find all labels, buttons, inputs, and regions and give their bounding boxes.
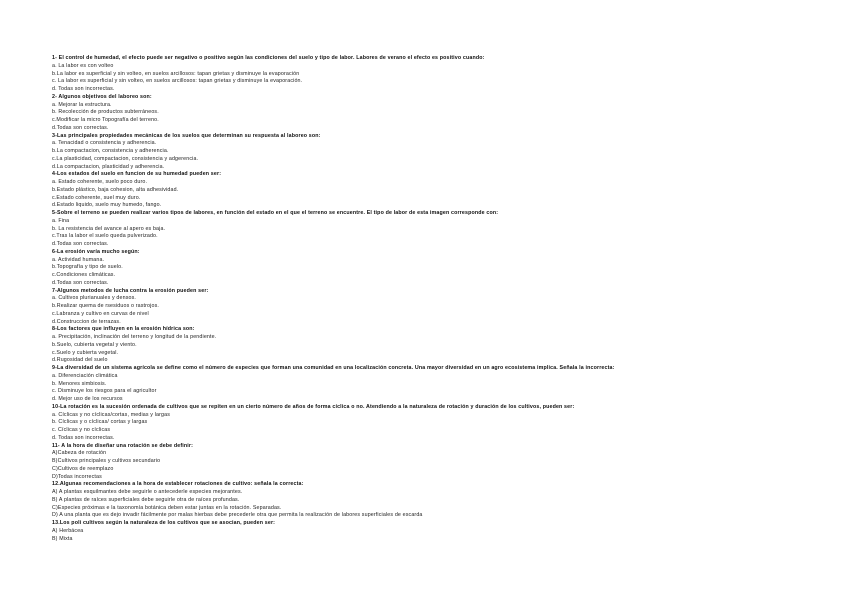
answer-option: d.Estado liquido, suelo muy humedo, fango. <box>52 202 162 209</box>
answer-option: b.Estado plástico, baja cohesion, alta adhesividad. <box>52 186 179 193</box>
document-text <box>52 55 832 543</box>
answer-option: D) A una planta que es dejo invadir fácilmente por malas hierbas debe precederle otra que permita la realización de labores superficiales de escarda <box>52 512 423 519</box>
answer-option: A) Herbácea <box>52 527 84 534</box>
question-text: 7-Algunos metodos de lucha contra la erosión pueden ser: <box>52 287 209 294</box>
answer-option: A) A plantas esquilmantes debe seguirle o antecederle especies mejorantes. <box>52 489 243 495</box>
answer-option: b.Realizar quema de rsesiduos o rastrojos. <box>52 303 159 309</box>
answer-option: d.La compactacion, plasticidad y adherencia. <box>52 163 165 170</box>
answer-option: c.Estado coherente, suel muy duro. <box>52 194 141 201</box>
question-text: 13.Los poli cultivos según la naturaleza de los cultivos que se asocian, pueden ser: <box>52 520 276 526</box>
answer-option: d.Todas son correctas. <box>52 279 109 286</box>
answer-option: a. Tenacidad o consistencia y adherencia. <box>52 140 157 147</box>
answer-option: C)Especies próximas e la taxonomía botánica deben estar juntas en la rotación. Separadas. <box>52 504 282 511</box>
answer-option: c. Cíclicas y no cíclicas <box>52 427 111 433</box>
answer-option: d.Construccion de terrazas. <box>52 318 121 325</box>
question-text: 12.Algunas recomendaciones a la hora de establecer rotaciones de cultivo: señala la correcta: <box>52 481 304 488</box>
answer-option: D)Todas incorrectas <box>52 473 102 480</box>
answer-option: a. La labor es con volteo <box>52 62 114 69</box>
question-text: 11- A la hora de diseñar una rotación se debe definir: <box>52 442 194 449</box>
answer-option: d.Todas son correctas. <box>52 241 109 247</box>
answer-option: B) Mixta <box>52 535 73 542</box>
question-text: 6-La erosión varía mucho según: <box>52 248 140 255</box>
question-text: 5-Sobre el terreno se pueden realizar varios tipos de labores, en función del estado en el que el terreno se encuentre. El tipo de labor de esta imagen corresponde con: <box>52 210 499 216</box>
answer-option: b. Menores simbiosis. <box>52 380 107 387</box>
answer-option: B) A plantas de raíces superficiales debe seguirle otra de raíces profundas. <box>52 496 240 503</box>
answer-option: c.Condiciones climáticas. <box>52 272 116 278</box>
answer-option: C)Cultivos de reemplazo <box>52 465 114 472</box>
question-text: 1- El control de humedad, el efecto puede ser negativo o positivo según las condiciones del suelo y tipo de labor. Labores de verano el efecto es positivo cuando: <box>52 55 485 61</box>
answer-option: a. Mejorar la estructura. <box>52 101 112 108</box>
answer-option: a. Actividad humana. <box>52 256 105 263</box>
answer-option: b.La labor es superficial y sin volteo, en suelos arcillosos: tapan grietas y disminuye la evaporación <box>52 70 300 77</box>
answer-option: c.Tras la labor el suelo queda pulverizado. <box>52 233 158 240</box>
answer-option: d. Mejor uso de los recursos <box>52 396 123 402</box>
answer-option: d. Todas son incorrectas. <box>52 434 115 441</box>
answer-option: b. Cíclicas y o cíclicas/ cortas y largas <box>52 419 148 426</box>
answer-option: b.Topografía y tipo de suelo. <box>52 264 123 271</box>
answer-option: c.Modificar la micro Topografía del terreno. <box>52 117 159 123</box>
question-text: 4-Los estados del suelo en funcion de su humedad pueden ser: <box>52 171 222 178</box>
question-text: 2- Algunos objetivos del laboreo son: <box>52 93 152 100</box>
answer-option: a. Cultivos plurianuales y densos. <box>52 295 137 302</box>
answer-option: c. Disminuye los riesgos para el agricultor <box>52 388 157 395</box>
question-text: 3-Las principales propiedades mecánicas de los suelos que determinan su respuesta al laboreo son: <box>52 132 321 139</box>
answer-option: c.La plasticidad, compactacion, consistencia y adgerencia. <box>52 155 199 162</box>
answer-option: a. Precipitación, inclinación del terreno y longitud de la pendiente. <box>52 334 217 340</box>
answer-option: c. La labor es superficial y sin volteo, en suelos arcillosos: tapan grietas y disminuye la evaporación. <box>52 78 303 85</box>
answer-option: B)Cultivos principales y cultivos secundario <box>52 458 161 464</box>
answer-option: A)Cabeza de rotación <box>52 450 107 457</box>
answer-option: b.Suelo, cubierta vegetal y viento. <box>52 341 137 348</box>
answer-option: a. Diferenciación climática <box>52 372 118 379</box>
answer-option: d.Todas son correctas. <box>52 124 109 131</box>
answer-option: d. Todas son incorrectas. <box>52 86 115 92</box>
question-text: 8-Los factores que influyen en la erosión hídrica son: <box>52 326 195 333</box>
answer-option: b. La resistencia del avance al apero es baja. <box>52 225 166 232</box>
question-text: 10-La rotación es la sucesión ordenada de cultivos que se repiten en un cierto número de años de forma cíclica o no. Atendiendo a la naturaleza de rotación y duración de los cultivos, pueden ser: <box>52 403 575 410</box>
answer-option: a. Cíclicas y no cíclicas/cortas, medias y largas <box>52 411 171 418</box>
answer-option: d.Rugosidad del suelo <box>52 357 108 364</box>
answer-option: c.Suelo y cubierta vegetal. <box>52 349 119 356</box>
answer-option: b. Recolección de productos subterráneos. <box>52 109 159 116</box>
answer-option: a. Estado coherente, suelo poco duro. <box>52 179 148 185</box>
answer-option: c.Labranza y cultivo en curvas de nivel <box>52 310 149 317</box>
answer-option: a. Fina <box>52 217 70 224</box>
answer-option: b.La compactacion, consistencia y adherencia. <box>52 148 169 154</box>
question-text: 9-La diversidad de un sistema agrícola se define como el número de especies que forman una comunidad en una localización concreta. Una mayor diversidad en un agro ecosistema implica. Señala la incorrecta: <box>52 365 615 371</box>
